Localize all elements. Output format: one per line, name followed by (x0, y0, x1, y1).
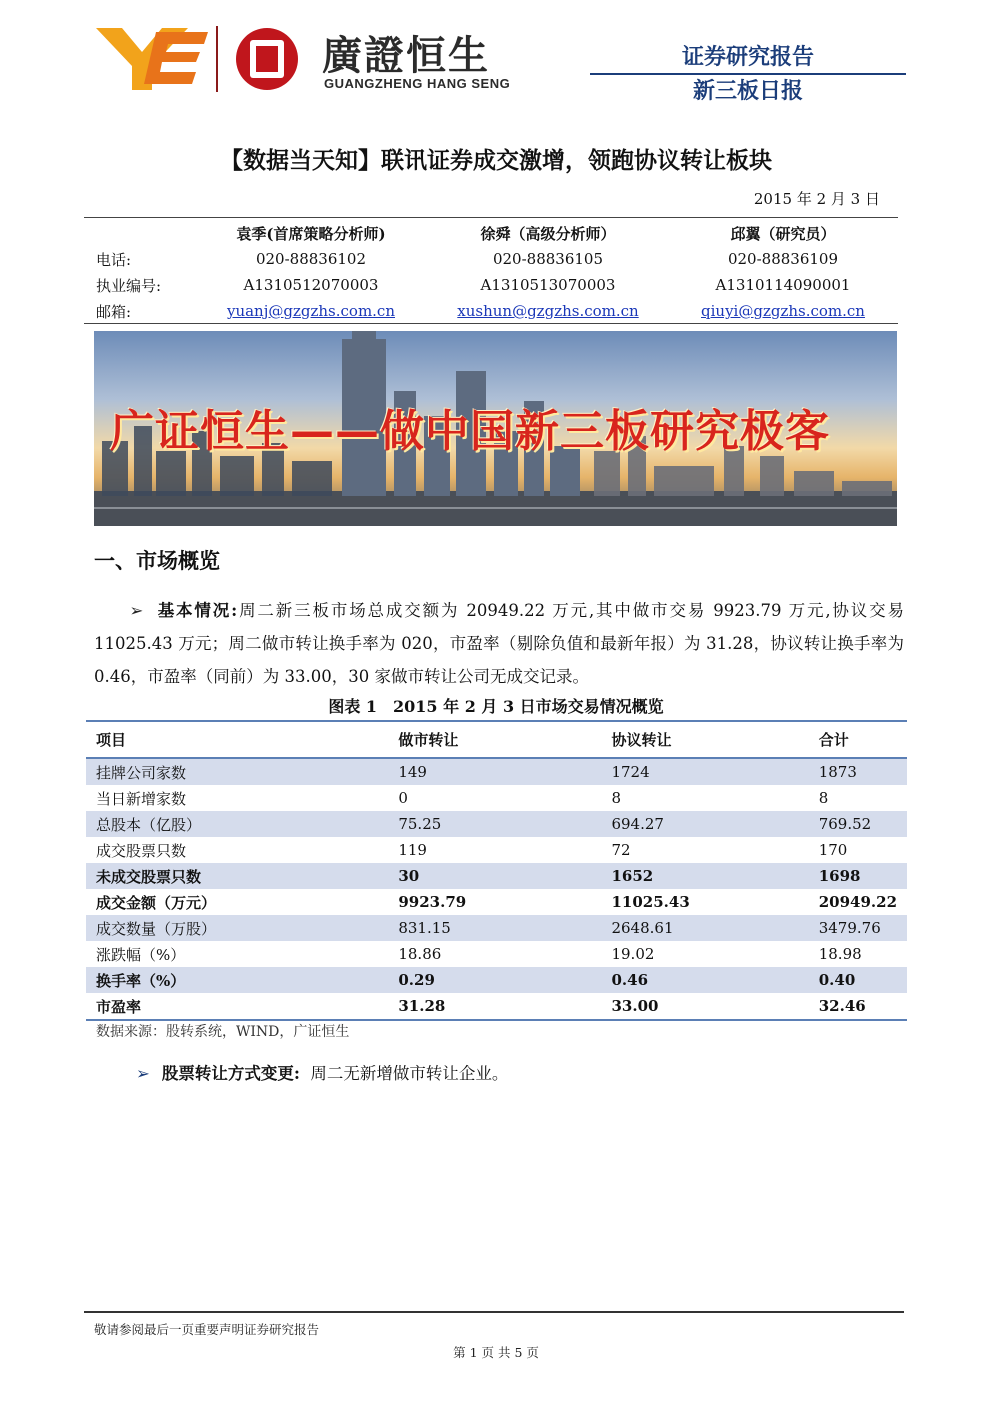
table-row (86, 837, 907, 863)
analyst-name: 徐舜（高级分析师） (480, 224, 616, 243)
basic-info-paragraph (94, 594, 904, 693)
arrow-bullet-icon: ➢ (136, 1064, 150, 1083)
analyst-names-row (84, 220, 898, 246)
ye-logo-icon (96, 28, 208, 90)
report-date: 2015 年 2 月 3 日 (753, 190, 880, 208)
table-cell: 0.40 (809, 967, 907, 993)
analyst-license: A1310513070003 (480, 276, 616, 294)
table-cell: 当日新增家数 (96, 789, 187, 808)
logo-chinese-name: 廣證恒生 (322, 33, 490, 79)
analyst-license-row (84, 272, 898, 298)
table-cell: 30 (388, 863, 601, 889)
table-cell: 未成交股票只数 (86, 863, 388, 889)
analyst-name: 袁季(首席策略分析师) (236, 224, 386, 243)
company-logo (96, 22, 526, 96)
table-cell: 11025.43 (611, 893, 690, 911)
report-type: 证券研究报告 (681, 45, 814, 70)
table-cell: 170 (818, 841, 848, 859)
table-cell: 1698 (809, 863, 907, 889)
table-row (86, 993, 907, 1020)
analyst-phone: 020-88836109 (727, 250, 839, 268)
analyst-phone-row (84, 246, 898, 272)
table-cell: 成交股票只数 (96, 841, 187, 860)
table-cell: 19.02 (611, 945, 655, 963)
table-cell: 75.25 (388, 811, 601, 837)
transfer-change-paragraph (136, 1060, 508, 1084)
table-cell: 1724 (601, 758, 808, 785)
table-cell: 9923.79 (398, 893, 467, 911)
column-header: 项目 (86, 721, 388, 758)
section-title: 一、市场概览 (94, 548, 220, 573)
table-header-row (86, 721, 907, 758)
table-cell: 1652 (601, 863, 808, 889)
analyst-phone: 020-88836105 (492, 250, 604, 268)
analyst-phone: 020-88836102 (255, 250, 367, 268)
table-cell: 换手率（%） (86, 967, 388, 993)
phone-label: 电话: (96, 250, 132, 269)
column-header: 协议转让 (601, 721, 808, 758)
report-series: 新三板日报 (692, 79, 803, 104)
table-cell: 0.46 (601, 967, 808, 993)
basic-info-label: 基本情况: (157, 601, 238, 620)
logo-divider (216, 26, 218, 92)
table-caption: 图表 1 2015 年 2 月 3 日市场交易情况概览 (328, 697, 664, 716)
table-row (86, 811, 907, 837)
table-cell: 149 (388, 758, 601, 785)
analyst-email-link[interactable]: yuanj@gzgzhs.com.cn (226, 302, 395, 320)
page-number: 第 1 页 共 5 页 (453, 1345, 539, 1360)
table-cell: 8 (818, 789, 829, 807)
column-header: 做市转让 (388, 721, 601, 758)
table-cell: 694.27 (601, 811, 808, 837)
analyst-table (84, 220, 898, 324)
divider (84, 323, 898, 324)
city-skyline-banner (94, 331, 897, 526)
table-cell: 0 (398, 789, 408, 807)
table-cell: 0.29 (388, 967, 601, 993)
table-row (86, 785, 907, 811)
basic-info-text: 周二新三板市场总成交额为 20949.22 万元,其中做市交易 9923.79 万元,协议交易 11025.43 万元；周二做市转让换手率为 020，市盈率（剔除负值和最新年报）为 31.28，协议转让换手率为 0.46，市盈率（同前）为 33.00，30 家做市转让公司无成交记录。 (94, 601, 904, 686)
table-cell: 18.86 (398, 945, 442, 963)
seal-icon (236, 28, 298, 90)
divider (84, 217, 898, 218)
table-cell: 总股本（亿股） (86, 811, 388, 837)
analyst-email-link[interactable]: qiuyi@gzgzhs.com.cn (701, 302, 865, 320)
table-cell: 119 (398, 841, 427, 859)
table-row (86, 915, 907, 941)
table-cell: 32.46 (809, 993, 907, 1020)
analyst-license: A1310512070003 (243, 276, 379, 294)
table-cell: 72 (611, 841, 631, 859)
table-row (86, 889, 907, 915)
header-rule (590, 73, 906, 75)
analyst-email-link[interactable]: xushun@gzgzhs.com.cn (457, 302, 639, 320)
analyst-license: A1310114090001 (715, 276, 851, 294)
logo-english-name: GUANGZHENG HANG SENG (324, 76, 511, 91)
analyst-email-row (84, 298, 898, 324)
transfer-change-label: 股票转让方式变更: (161, 1064, 300, 1083)
table-cell: 831.15 (388, 915, 601, 941)
table-cell: 18.98 (818, 945, 862, 963)
banner-slogan: 广证恒生——做中国新三板研究极客 (110, 406, 830, 457)
transfer-change-text: 周二无新增做市转让企业。 (310, 1064, 509, 1083)
arrow-bullet-icon: ➢ (129, 601, 144, 620)
table-cell: 2648.61 (601, 915, 808, 941)
market-overview-table (86, 720, 907, 1021)
footer-disclaimer: 敬请参阅最后一页重要声明证券研究报告 (94, 1322, 320, 1337)
table-cell: 3479.76 (809, 915, 907, 941)
analyst-name: 邱翼（研究员） (730, 224, 836, 243)
page-title: 【数据当天知】联讯证券成交激增，领跑协议转让板块 (220, 147, 772, 174)
email-label: 邮箱: (96, 302, 132, 321)
table-cell: 769.52 (809, 811, 907, 837)
table-row (86, 758, 907, 785)
table-cell: 涨跌幅（%） (96, 945, 186, 964)
column-header: 合计 (809, 721, 907, 758)
table-cell: 市盈率 (86, 993, 388, 1020)
license-label: 执业编号: (96, 276, 162, 295)
table-row (86, 941, 907, 967)
table-source: 数据来源：股转系统，WIND，广证恒生 (96, 1024, 350, 1040)
table-row (86, 863, 907, 889)
footer-rule (84, 1311, 904, 1313)
table-cell: 33.00 (601, 993, 808, 1020)
table-cell: 成交数量（万股） (86, 915, 388, 941)
table-cell: 1873 (809, 758, 907, 785)
report-header (590, 44, 906, 106)
table-cell: 成交金额（万元） (96, 893, 217, 912)
table-cell: 20949.22 (818, 893, 897, 911)
table-cell: 挂牌公司家数 (86, 758, 388, 785)
table-row (86, 967, 907, 993)
table-cell: 8 (611, 789, 622, 807)
table-cell: 31.28 (388, 993, 601, 1020)
